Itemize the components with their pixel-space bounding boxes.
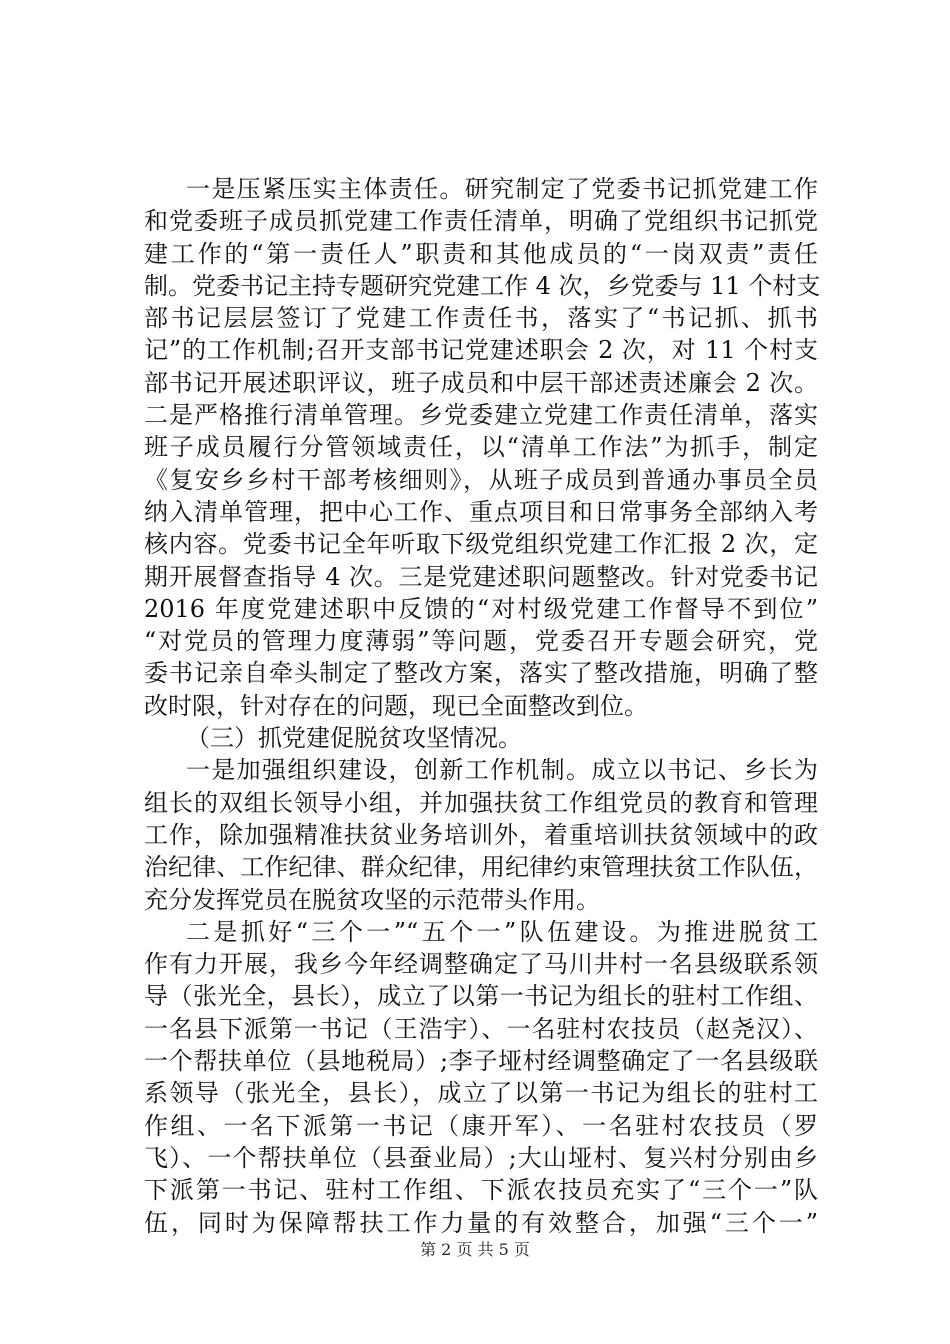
text-line: 《复安乡乡村干部考核细则》，从班子成员到普通办事员全员	[144, 465, 818, 494]
text-line: 作有力开展，我乡今年经调整确定了马川井村一名县级联系领	[144, 950, 818, 979]
text-line: 改时限，针对存在的问题，现已全面整改到位。	[144, 691, 648, 720]
text-line: 部书记层层签订了党建工作责任书，落实了“书记抓、抓书	[144, 304, 818, 333]
text-line: 制。党委书记主持专题研究党建工作 4 次，乡党委与 11 个村支	[144, 271, 821, 300]
text-line: 二是严格推行清单管理。乡党委建立党建工作责任清单，落实	[144, 401, 818, 430]
text-line: 班子成员履行分管领域责任，以“清单工作法”为抓手，制定	[144, 433, 818, 462]
text-line: 建工作的“第一责任人”职责和其他成员的“一岗双责”责任	[144, 239, 818, 268]
body-text	[144, 173, 821, 1239]
text-line: 一名县下派第一书记（王浩宇）、一名驻村农技员（赵尧汉）、	[144, 1014, 818, 1043]
text-line: 部书记开展述职评议，班子成员和中层干部述责述廉会 2 次。	[144, 368, 818, 397]
text-line: 一个帮扶单位（县地税局）;李子垭村经调整确定了一名县级联	[144, 1047, 818, 1076]
text-line: 下派第一书记、驻村工作组、下派农技员充实了“三个一”队	[144, 1176, 818, 1205]
text-line: 委书记亲自牵头制定了整改方案，落实了整改措施，明确了整	[144, 659, 818, 688]
text-line: 2016 年度党建述职中反馈的“对村级党建工作督导不到位”	[144, 594, 818, 623]
text-line: 二是抓好“三个一”“五个一”队伍建设。为推进脱贫工	[186, 917, 818, 946]
section-heading: （三）抓党建促脱贫攻坚情况。	[186, 724, 522, 753]
text-line: 核内容。党委书记全年听取下级党组织党建工作汇报 2 次，定	[144, 530, 818, 559]
text-line: 期开展督查指导 4 次。三是党建述职问题整改。针对党委书记	[144, 562, 818, 591]
text-line: 记”的工作机制;召开支部书记党建述职会 2 次，对 11 个村支	[144, 336, 818, 365]
text-line: 治纪律、工作纪律、群众纪律，用纪律约束管理扶贫工作队伍，	[144, 853, 818, 882]
text-line: 充分发挥党员在脱贫攻坚的示范带头作用。	[144, 885, 600, 914]
text-line: 组长的双组长领导小组，并加强扶贫工作组党员的教育和管理	[144, 788, 818, 817]
text-line: 系领导（张光全，县长），成立了以第一书记为组长的驻村工	[144, 1079, 818, 1108]
text-line: 一是加强组织建设，创新工作机制。成立以书记、乡长为	[186, 756, 818, 785]
text-line: 伍，同时为保障帮扶工作力量的有效整合，加强“三个一”	[144, 1208, 818, 1237]
text-line: “对党员的管理力度薄弱”等问题，党委召开专题会研究，党	[144, 627, 818, 656]
text-line: 导（张光全，县长），成立了以第一书记为组长的驻村工作组、	[144, 982, 818, 1011]
text-line: 飞）、一个帮扶单位（县蚕业局）;大山垭村、复兴村分别由乡	[144, 1143, 818, 1172]
page-number-footer: 第 2 页 共 5 页	[420, 1240, 530, 1259]
text-line: 一是压紧压实主体责任。研究制定了党委书记抓党建工作	[186, 175, 818, 203]
text-line: 作组、一名下派第一书记（康开军）、一名驻村农技员（罗	[144, 1111, 818, 1140]
text-line: 纳入清单管理，把中心工作、重点项目和日常事务全部纳入考	[144, 497, 818, 526]
text-line: 工作，除加强精准扶贫业务培训外，着重培训扶贫领域中的政	[144, 820, 818, 849]
text-line: 和党委班子成员抓党建工作责任清单，明确了党组织书记抓党	[144, 207, 818, 236]
